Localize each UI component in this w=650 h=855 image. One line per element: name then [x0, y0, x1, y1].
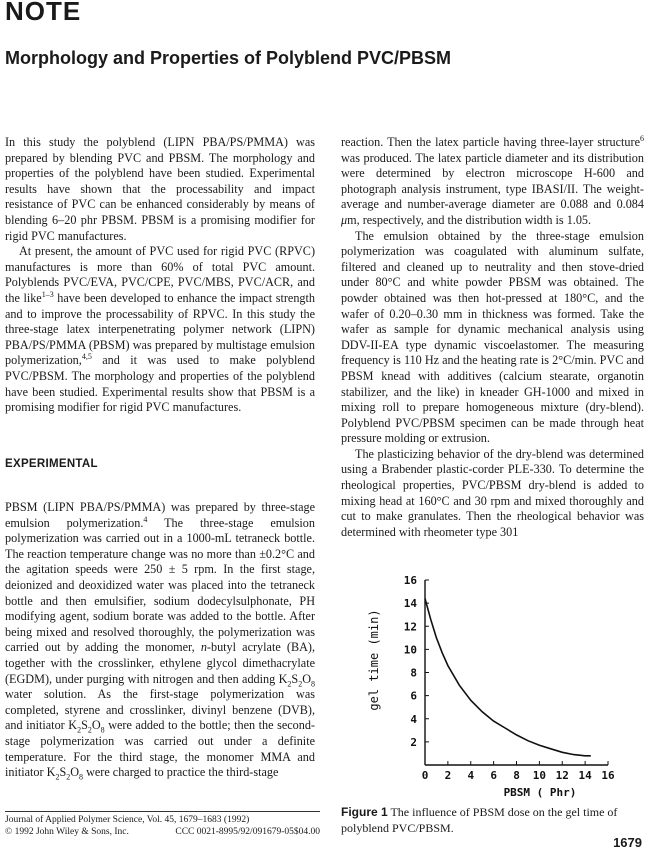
left-column-top: [5, 135, 315, 416]
y-tick-label: 12: [403, 620, 417, 634]
page-number: 1679: [613, 835, 642, 850]
article-title: Morphology and Properties of Polyblend PVC/PBSM: [5, 48, 452, 68]
citation-ref: 4,5: [81, 352, 92, 362]
right-paragraph-1: reaction. Then the latex particle having three-layer structure$^6$ was produced. The latex particle diameter and its distribution were determined by electron microscope H-600 and photograph analysis instrument, type IBASI/II. The weight-average and number-average diameter are 0.088 and 0.084 μm, respectively, and the distribution width is 1.05.: [341, 133, 644, 227]
figure-label: Figure 1: [341, 805, 388, 819]
x-tick-label: 6: [490, 769, 497, 782]
abstract-paragraph: In this study the polyblend (LIPN PBA/PS/PMMA) was prepared by blending PVC and PBSM. The morphology and properties of the polyblend have been studied. Experimental results have shown that the processability and impact resistance of PVC can be enhanced considerably by means of blending 6–20 phr PBSM. PBSM is a promising modifier for rigid PVC manufactures.: [5, 135, 315, 243]
y-tick-label: 16: [403, 574, 417, 587]
copyright: © 1992 John Wiley & Sons, Inc.: [5, 827, 129, 837]
x-tick-label: 14: [578, 769, 592, 782]
x-tick-label: 12: [555, 769, 569, 782]
journal-footer: [5, 814, 320, 838]
footer-rule: [5, 811, 320, 812]
right-column: [341, 135, 644, 540]
x-tick-label: 0: [421, 769, 429, 782]
y-tick-label: 2: [410, 735, 417, 749]
gel-time-curve: [425, 599, 591, 756]
left-column-bottom: [5, 500, 315, 781]
right-paragraph-3: The plasticizing behavior of the dry-blend was determined using a Brabender plastic-corder PLE-330. To determine the rheological properties, PVC/PBSM dry-blend is added to mixing head at 160°C and 30 rpm and mixed thoroughly and cut to make granulates. Then the rheological behavior was determined with rheometer type 301: [341, 446, 644, 539]
ccc-code: CCC 0021-8995/92/091679-05$04.00: [175, 827, 320, 837]
y-tick-label: 10: [403, 643, 417, 657]
gel-time-chart: [350, 560, 640, 800]
experimental-paragraph: PBSM (LIPN PBA/PS/PMMA) was prepared by three-stage emulsion polymerization.$^4$ The three-stage emulsion polymerization was carried out in a 1000-mL tetraneck bottle. The reaction temperature change was no more than ±0.2°C and the agitation speeds were 250 ± 5 rpm. In the first stage, deionized and deoxidized water was placed into the tetraneck bottle and then emulsifier, sodium dodecylsulphonate, PH modifying agent, sodium borate was added to the bottle. After being mixed and resolved thoroughly, the polymerization was carried out by adding the monomer, n-butyl acrylate (BA), together with the crosslinker, ethylene glycol dimethacrylate (EGDM), under purging with nitrogen and then adding $K_2S_2O_8$ water solution. As the first-stage polymerization was completed, styrene and crosslinker, divinyl benzene (DVB), and initiator $K_2S_2O_8$ were added to the bottle; then the second-stage polymerization was carried out under a definite temperature. For the third stage, the monomer MMA and initiator $K_2S_2O_8$ were charged to practice the third-stage: [5, 500, 315, 782]
y-tick-label: 8: [410, 666, 417, 680]
y-tick-label: 6: [410, 689, 417, 703]
x-tick-label: 4: [467, 769, 475, 782]
y-tick-label: 4: [410, 712, 417, 726]
section-label: NOTE: [5, 0, 82, 26]
figure-caption: Figure 1 The influence of PBSM dose on the gel time of polyblend PVC/PBSM.: [341, 805, 618, 835]
citation-ref: 4: [143, 514, 148, 524]
x-tick-label: 16: [601, 769, 615, 782]
intro-paragraph: At present, the amount of PVC used for rigid PVC (RPVC) manufactures is more than 60% of total PVC amount. Polyblends PVC/EVA, PVC/CPE, PVC/MBS, PVC/ACR, and the like$^{1-3}$ have been developed to enhance the impact strength and to improve the processability of RPVC. In this study the three-stage latex interpenetrating polymer network (LIPN) PBA/PS/PMMA (PBSM) was prepared by multistage emulsion polymerization,$^{4,5}$ and it was used to make polyblend PVC/PBSM. The morphology and properties of the polyblend have been studied. Experimental results show that PBSM is a promising modifier for rigid PVC manufactures.: [5, 244, 316, 415]
citation-ref: 1–3: [41, 289, 54, 299]
y-tick-label: 14: [403, 597, 417, 611]
journal-citation: Journal of Applied Polymer Science, Vol. 45, 1679–1683 (1992): [5, 815, 250, 825]
x-tick-label: 10: [532, 769, 546, 782]
x-tick-label: 8: [513, 769, 520, 782]
citation-ref: 6: [640, 133, 644, 143]
x-axis-label: PBSM ( Phr): [503, 786, 577, 799]
right-paragraph-2: The emulsion obtained by the three-stage emulsion polymerization was coagulated with aluminum sulfate, filtered and cleaned up to neutrality and then stove-dried under 80°C and white powder PBSM was obtained. The powder obtained was then hot-pressed at 180°C, and the wafer of 0.20–0.30 mm in thickness was formed. Take the wafer as sample for dynamic mechanical analysis using DDV-II-EA type dynamic viscoelastomer. The measuring frequency is 110 Hz and the heating rate is 2°C/min. PVC and PBSM knead with additives (calcium stearate, organotin stabilizer, and the like) in kneader GH-1000 and mixed in mixing roll to prepare homogeneous mixture (dry-blend). Polyblend PVC/PBSM specimen can be made through heat pressure molding or extrusion.: [341, 228, 644, 446]
experimental-heading: EXPERIMENTAL: [5, 458, 98, 470]
x-tick-label: 2: [444, 769, 452, 782]
y-axis-label: gel time (min): [367, 609, 381, 711]
